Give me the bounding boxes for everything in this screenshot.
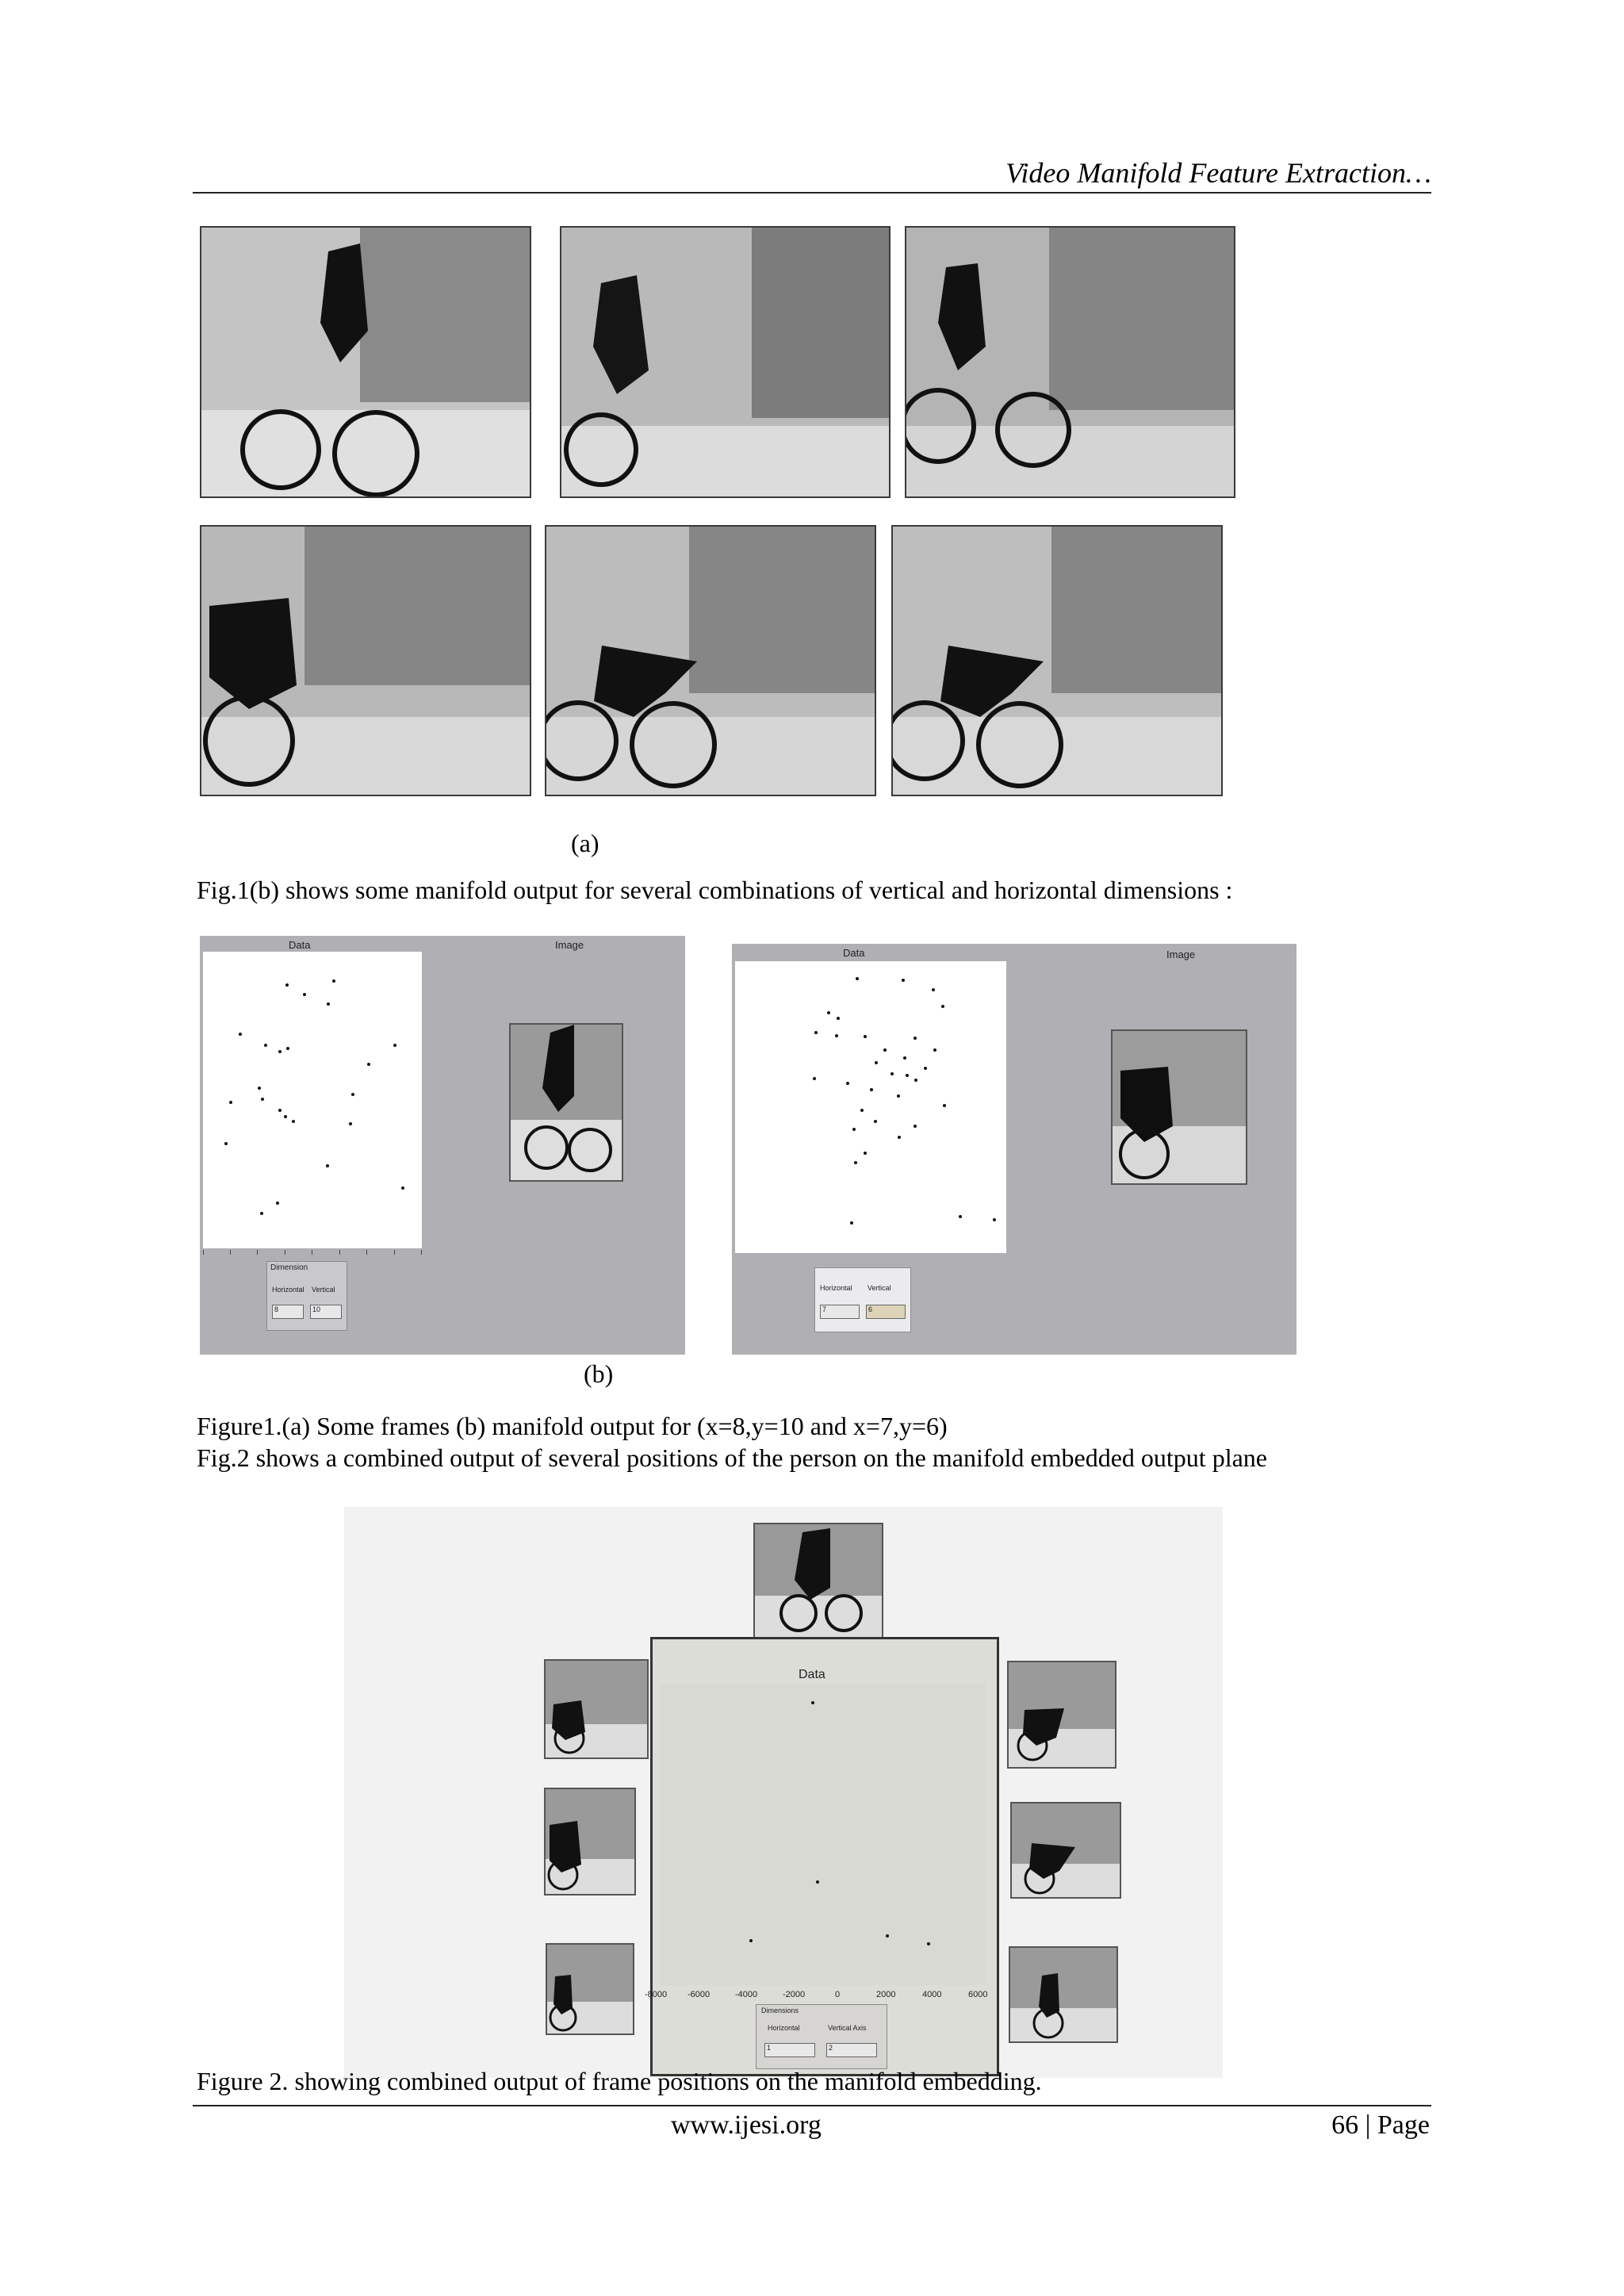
axis-tick [366,1250,367,1255]
vertical-dropdown[interactable]: 10 [310,1305,342,1319]
data-title: Data [289,939,311,951]
axis-tick [230,1250,231,1255]
figure-1b-label: (b) [584,1359,614,1388]
frame-thumbnail-right-1 [1007,1661,1116,1769]
data-point [284,1115,287,1118]
data-point [856,977,859,980]
horizontal-dropdown[interactable]: 1 [764,2043,815,2057]
horizontal-label: Horizontal [768,2024,800,2032]
data-point [278,1109,282,1112]
data-point [258,1087,261,1090]
video-frame-6 [891,525,1223,796]
data-point [852,1128,856,1131]
data-point [914,1037,917,1040]
data-point [932,988,935,991]
video-frame-3 [905,226,1235,498]
axis-tick [203,1250,204,1255]
data-point [897,1094,900,1098]
data-point [239,1033,242,1036]
data-point [883,1048,887,1052]
vertical-label: Vertical [868,1284,891,1292]
axis-tick [339,1250,340,1255]
axis-tick [257,1250,258,1255]
axis-tick [394,1250,395,1255]
dimension-controls [756,2004,887,2069]
data-point [835,1034,838,1037]
x-tick-label: -2000 [783,1990,806,1999]
video-frame-1 [200,226,531,498]
data-point [327,1002,330,1006]
x-tick-label: -6000 [688,1990,710,1999]
data-point [941,1005,944,1008]
frame-thumbnail-left-2 [544,1788,636,1895]
data-point [264,1044,267,1047]
data-point [278,1050,282,1053]
data-point [850,1221,853,1225]
frame-thumbnail [509,1023,623,1182]
data-point [870,1088,873,1091]
data-point [891,1072,894,1075]
x-tick-label: 6000 [968,1990,988,1999]
footer-site: www.ijesi.org [671,2110,822,2140]
plot-area [661,1684,986,1985]
data-title: Data [799,1668,825,1681]
frame-thumbnail-right-2 [1010,1802,1121,1899]
data-point [326,1164,329,1167]
header-rule [193,192,1431,194]
dimension-label: Dimension [270,1263,308,1272]
manifold-panel-left [200,936,685,1355]
figure-2 [344,1507,1223,2078]
data-point [286,1047,289,1050]
horizontal-dropdown[interactable]: 7 [820,1305,860,1319]
data-point [401,1186,404,1190]
data-point [276,1202,279,1205]
scatter-plot-left [203,952,422,1248]
data-point [349,1122,352,1125]
data-point [933,1048,936,1052]
data-point [351,1093,354,1096]
manifold-embedding-plot [645,1637,999,2076]
data-point [854,1161,857,1164]
horizontal-dropdown[interactable]: 8 [272,1305,304,1319]
manifold-panel-right [732,944,1297,1355]
data-point [303,993,306,996]
dimensions-label: Dimensions [761,2007,799,2014]
data-point [903,1056,906,1060]
data-point [846,1082,849,1085]
dimension-controls [814,1267,911,1332]
x-tick-label: 4000 [922,1990,942,1999]
data-point [292,1120,295,1123]
data-point [906,1074,909,1077]
scatter-plot-right [735,961,1006,1253]
dimension-controls [266,1261,347,1331]
vertical-dropdown[interactable]: 2 [826,2043,877,2057]
data-point [260,1212,263,1215]
frame-thumbnail-right-3 [1009,1946,1118,2043]
running-title: Video Manifold Feature Extraction… [1005,157,1431,189]
data-point [959,1215,962,1218]
data-point [367,1063,370,1066]
frame-thumbnail-left-3 [546,1943,634,2035]
data-point [860,1109,864,1112]
data-point [332,979,335,983]
figure-1-caption: Figure1.(a) Some frames (b) manifold output for (x=8,y=10 and x=7,y=6) [197,1412,948,1440]
figure-2-intro: Fig.2 shows a combined output of several positions of the person on the manifold embedded output plane [197,1443,1267,1472]
footer-rule [193,2105,1431,2106]
vertical-label: Vertical Axis [828,2024,867,2032]
image-title: Image [555,939,584,951]
frame-thumbnail-left-1 [544,1659,649,1759]
vertical-dropdown[interactable]: 6 [866,1305,906,1319]
data-point [943,1104,946,1107]
data-point [837,1017,840,1020]
video-frame-4 [200,525,531,796]
data-point [816,1880,819,1884]
data-point [393,1044,396,1047]
data-point [898,1136,901,1139]
data-point [993,1218,996,1221]
data-point [224,1142,228,1145]
horizontal-label: Horizontal [272,1286,304,1294]
figure-1a-label: (a) [571,829,599,857]
axis-tick [421,1250,422,1255]
data-point [914,1079,917,1082]
data-point [285,983,289,987]
video-frame-5 [545,525,876,796]
data-point [914,1125,917,1128]
video-frame-2 [560,226,891,498]
data-title: Data [843,947,865,959]
x-tick-label: -8000 [645,1990,668,1999]
data-point [229,1101,232,1104]
data-point [886,1934,889,1938]
vertical-label: Vertical [312,1286,335,1294]
data-point [875,1061,878,1064]
data-point [874,1120,877,1123]
x-tick-label: 0 [835,1990,841,1999]
data-point [814,1031,818,1034]
data-point [261,1098,264,1101]
x-tick-label: 2000 [876,1990,896,1999]
frame-thumbnail [1111,1029,1247,1185]
data-point [902,979,905,982]
frame-thumbnail-top [753,1523,883,1639]
footer-page-number: 66 | Page [1331,2110,1430,2140]
x-tick-label: -4000 [735,1990,758,1999]
data-point [811,1701,814,1704]
data-point [927,1942,930,1945]
data-point [827,1011,830,1014]
data-point [813,1077,816,1080]
data-point [864,1152,867,1155]
horizontal-label: Horizontal [820,1284,852,1292]
figure-1b-intro: Fig.1(b) shows some manifold output for several combinations of vertical and horizontal dimensions : [197,876,1233,904]
image-title: Image [1166,949,1196,960]
data-point [749,1939,753,1942]
figure-2-caption: Figure 2. showing combined output of frame positions on the manifold embedding. [197,2067,1042,2095]
data-point [864,1035,867,1038]
data-point [924,1067,927,1070]
